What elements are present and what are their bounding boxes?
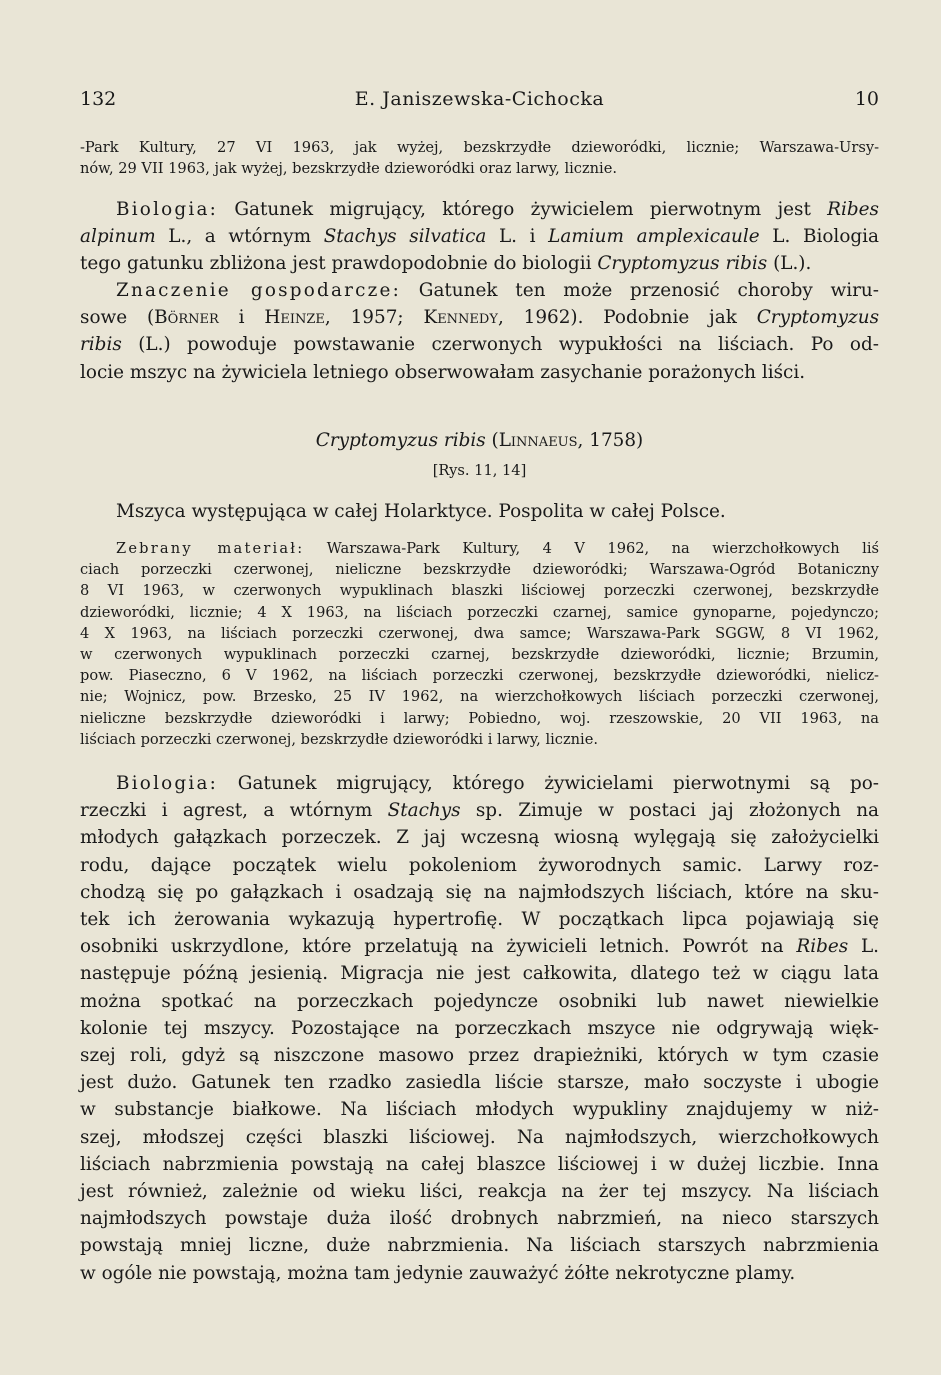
material-paragraph [80,538,879,750]
bio2-text: Gatunek migrujący, którego żywicielami pierwotnymi są po- [218,773,879,794]
biology-paragraph-1 [80,196,879,278]
bio2-line: w substancje białkowe. Na liściach młodych wypukliny znajdujemy w niż- [80,1099,879,1121]
taxon-name: Cryptomyzus [756,307,880,329]
species-name: Cryptomyzus ribis [315,430,486,451]
economic-significance-paragraph [80,277,879,386]
bio1-text: (L.). [767,253,812,275]
bio2-text: sp. Zimuje w postaci jaj złożonych na [460,800,879,822]
bio2-line: najmłodszych powstaje duża ilość drobnych nabrzmień, na nieco starszych [80,1208,879,1230]
bio2-line: liściach nabrzmienia powstają na całej blaszce liściowej i w dużej liczbie. Inna [80,1153,879,1175]
cited-author: Börner [154,307,219,329]
bio1-text: L. i [486,226,549,248]
figure-reference-block [80,460,879,481]
distribution-paragraph [80,498,879,525]
material-line-1 [80,538,879,559]
taxon-name: ribis [80,334,122,356]
page-number-right: 10 [854,88,879,110]
econ-text: (L.) powoduje powstawanie czerwonych wypukłości na liściach. Po od- [121,334,879,356]
page-number-left: 132 [80,88,117,110]
econ-line-4: locie mszyc na żywiciela letniego obserwowałam zasychanie porażonych liści. [80,361,806,383]
species-heading [80,427,879,454]
bio1-text: Gatunek migrujący, którego żywicielem pierwotnym jest [218,199,828,220]
taxon-name: Stachys [387,800,461,822]
bio2-line-1 [80,770,879,797]
material-line: ciach porzeczki czerwonej, nieliczne bezskrzydłe dzieworódki; Warszawa-Ogród Botaniczny [80,561,879,579]
taxon-name: Lamium amplexicaule [548,226,760,248]
material-line: dzieworódki, licznie; 4 X 1963, na liściach porzeczki czarnej, samice gynoparne, pojedynczo; [80,603,879,621]
running-header [80,88,879,116]
bio1-line-1 [80,196,879,223]
taxon-name: Ribes [827,199,879,220]
bio1-line-2 [80,223,879,250]
cited-author: Kennedy [423,307,498,329]
bio2-line: szej, młodszej części blaszki liściowej. Na najmłodszych, wierzchołkowych [80,1126,879,1148]
bio2-line: w ogóle nie powstają, można tam jedynie zauważyć żółte nekrotyczne plamy. [80,1262,796,1284]
econ-text: Gatunek ten może przenosić choroby wiru- [400,280,879,301]
bio2-line: jest również, zależnie od wieku liści, reakcja na żer tej mszycy. Na liściach [80,1181,879,1203]
econ-line-3 [80,331,879,358]
material-line: w czerwonych wypuklinach porzeczki czarnej, bezskrzydłe dzieworódki, licznie; Brzumin, [80,646,879,664]
bio2-label: Biologia: [116,773,219,794]
material-line: 8 VI 1963, w czerwonych wypuklinach blaszki liściowej porzeczki czerwonej, bezskrzydłe [80,582,879,600]
cited-author: Heinze [264,307,325,329]
taxon-name: Ribes [796,936,849,958]
bio2-line: następuje późną jesienią. Migracja nie jest całkowita, dlatego też w ciągu lata [80,963,879,985]
bio2-line-2 [80,797,879,824]
bio2-line: można spotkać na porzeczkach pojedyncze osobniki lub nawet niewielkie [80,990,879,1012]
figure-reference: [Rys. 11, 14] [432,462,527,479]
bio2-line-7 [80,933,879,960]
econ-text: , 1962). Podobnie jak [497,307,757,329]
bio1-line-3 [80,250,879,277]
bio2-line: tek ich żerowania wykazują hypertrofię. W początkach lipca pojawiają się [80,909,879,931]
bio1-text: L., a wtórnym [155,226,324,248]
species-author-paren: ( [485,430,499,451]
intro-line-1: -Park Kultury, 27 VI 1963, jak wyżej, bezskrzydłe dzieworódki, licznie; Warszawa-Ursy- [80,139,879,156]
species-year: , 1758) [577,430,644,451]
bio1-text: L. Biologia [759,226,880,248]
econ-label: Znaczenie gospodarcze: [116,280,401,301]
econ-line-2 [80,304,879,331]
bio2-line: rodu, dające początek wielu pokoleniom żyworodnych samic. Larwy roz- [80,854,879,876]
species-author: Linnaeus [498,430,578,451]
running-author: E. Janiszewska-Cichocka [354,88,605,110]
bio2-text: rzeczki i agrest, a wtórnym [80,800,388,822]
bio2-line: powstają mniej liczne, duże nabrzmienia. Na liściach starszych nabrzmienia [80,1235,879,1257]
bio2-line: chodzą się po gałązkach i osadzają się na najmłodszych liściach, które na sku- [80,881,879,903]
econ-line-1 [80,277,879,304]
bio1-text: tego gatunku zbliżona jest prawdopodobnie do biologii [80,253,598,275]
material-line: 4 X 1963, na liściach porzeczki czerwonej, dwa samce; Warszawa-Park SGGW, 8 VI 1962, [80,624,879,642]
intro-line-2: nów, 29 VII 1963, jak wyżej, bezskrzydłe dzieworódki oraz larwy, licznie. [80,160,618,178]
bio2-text: L. [848,936,879,958]
material-line: liściach porzeczki czerwonej, bezskrzydłe dzieworódki i larwy, licznie. [80,730,598,748]
taxon-name: Stachys silvatica [323,226,487,248]
bio2-line: jest dużo. Gatunek ten rzadko zasiedla liście starsze, mało soczyste i ubogie [80,1072,879,1094]
bio2-line: kolonie tej mszycy. Pozostające na porzeczkach mszyce nie odgrywają więk- [80,1017,879,1039]
material-text: Warszawa-Park Kultury, 4 V 1962, na wierzchołkowych liś [304,540,879,557]
bio1-label: Biologia: [116,199,219,220]
biology-paragraph-2 [80,770,879,1287]
taxon-name: alpinum [80,226,156,248]
taxon-name: Cryptomyzus ribis [597,253,768,275]
bio2-text: osobniki uskrzydlone, które przelatują na żywicieli letnich. Powrót na [80,936,797,958]
econ-text: , 1957; [324,307,424,329]
bio2-line: młodych gałązkach porzeczek. Z jaj wczesną wiosną wylęgają się założycielki [80,827,879,849]
econ-text: i [218,307,265,329]
econ-text: sowe ( [80,307,155,329]
distribution-text: Mszyca występująca w całej Holarktyce. Pospolita w całej Polsce. [116,501,726,522]
material-line: nie; Wojnicz, pow. Brzesko, 25 IV 1962, na wierzchołkowych liściach porzeczki czerwonej, [80,688,879,706]
bio2-line: szej roli, gdyż są niszczone masowo przez drapieżniki, których w tym czasie [80,1045,879,1067]
material-label: Zebrany materiał: [116,540,305,557]
intro-paragraph [80,137,879,179]
material-line: nieliczne bezskrzydłe dzieworódki i larwy; Pobiedno, woj. rzeszowskie, 20 VII 1963, na [80,709,879,727]
material-line: pow. Piaseczno, 6 V 1962, na liściach porzeczki czerwonej, bezskrzydłe dzieworódki, nielicz- [80,667,879,685]
species-title [80,427,879,454]
